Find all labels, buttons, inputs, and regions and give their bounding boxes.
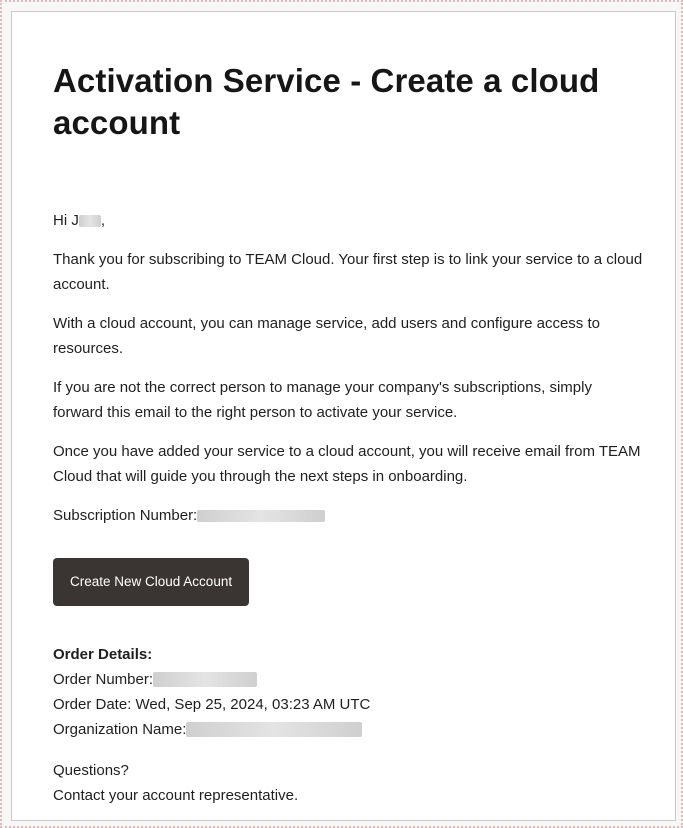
questions-label: Questions? xyxy=(53,762,129,779)
email-content xyxy=(53,60,643,808)
email-card xyxy=(11,11,676,821)
redacted-name xyxy=(79,215,101,227)
greeting-text: Hi J xyxy=(53,212,79,229)
organization-label: Organization Name: xyxy=(53,721,187,738)
redacted-subscription-number xyxy=(197,510,325,522)
contact-text: Contact your account representative. xyxy=(53,787,299,804)
paragraph-next-steps: Once you have added your service to a cloud account, you will receive email from TEAM Cloud that will guide you through the next steps in onboarding. xyxy=(53,443,641,485)
paragraph-intro: Thank you for subscribing to TEAM Cloud. Your first step is to link your service to a cloud account. xyxy=(53,251,643,293)
subscription-label: Subscription Number: xyxy=(53,507,198,524)
paragraph-forward: If you are not the correct person to manage your company's subscriptions, simply forward this email to the right person to activate your service. xyxy=(53,379,592,421)
order-number-row xyxy=(53,667,643,692)
order-details-title: Order Details: xyxy=(53,646,153,663)
organization-row xyxy=(53,717,643,742)
order-date: Order Date: Wed, Sep 25, 2024, 03:23 AM UTC xyxy=(53,696,371,713)
greeting-suffix: , xyxy=(100,212,106,229)
create-cloud-account-button[interactable]: Create New Cloud Account xyxy=(53,558,249,606)
order-details xyxy=(53,642,643,742)
order-number-label: Order Number: xyxy=(53,671,154,688)
subscription-number xyxy=(53,503,643,528)
paragraph-cloud-account: With a cloud account, you can manage service, add users and configure access to resources. xyxy=(53,315,600,357)
questions-section xyxy=(53,758,643,808)
greeting xyxy=(53,208,643,233)
redacted-organization-name xyxy=(186,722,362,737)
redacted-order-number xyxy=(153,672,257,687)
email-title: Activation Service - Create a cloud account xyxy=(53,62,600,141)
